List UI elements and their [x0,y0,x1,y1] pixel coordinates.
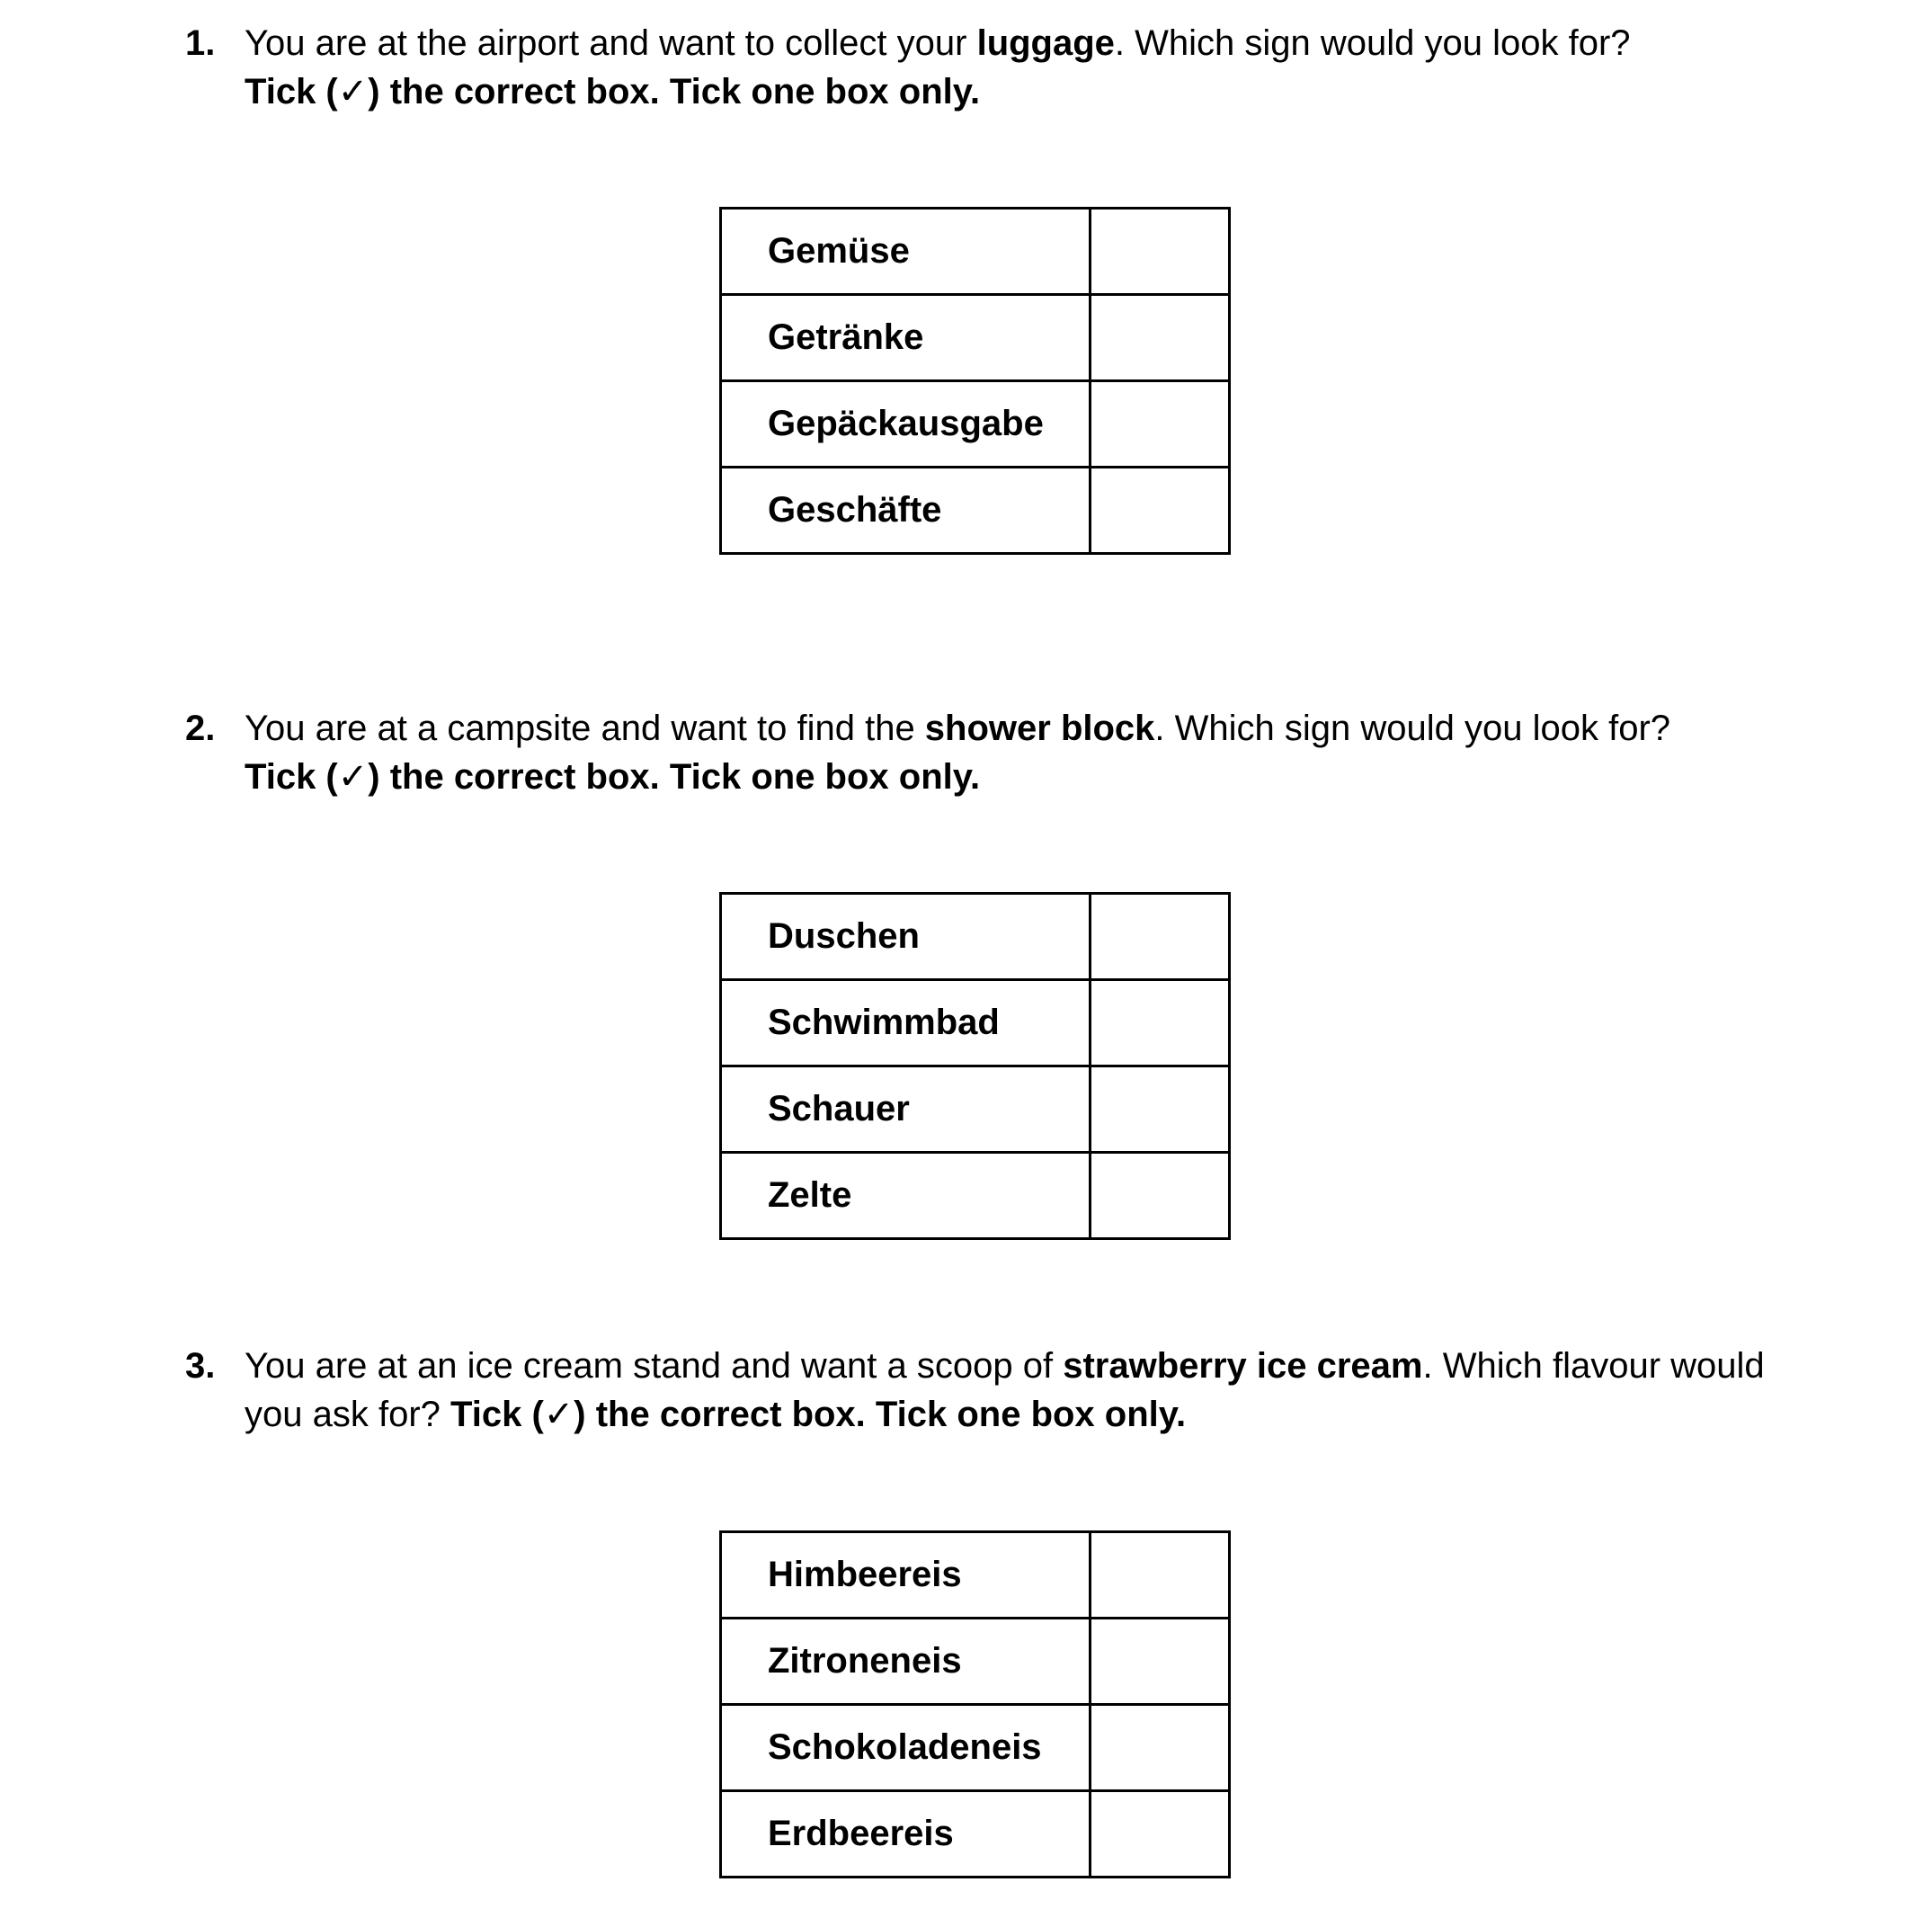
table-row [721,1066,1230,1153]
question-1-number: 1. [185,23,216,63]
option-label: Zitroneneis [721,1619,1091,1705]
question-3-number: 3. [185,1346,216,1386]
question-1-line-1 [185,19,1821,67]
tick-box[interactable] [1091,381,1230,468]
table-row [721,1791,1230,1878]
table-row [721,381,1230,468]
tick-box[interactable] [1091,1705,1230,1791]
tick-box[interactable] [1091,980,1230,1066]
question-2-prompt: You are at a campsite and want to find the shower block. Which sign would you look for? [245,709,1671,748]
question-1 [185,19,1821,116]
tick-box[interactable] [1091,209,1230,295]
question-2-options-table [719,892,1231,1240]
table-row [721,295,1230,381]
table-row [721,894,1230,980]
option-label: Geschäfte [721,468,1091,554]
option-label: Schauer [721,1066,1091,1153]
question-2 [185,704,1821,801]
table-row [721,209,1230,295]
tick-box[interactable] [1091,1791,1230,1878]
table-row [721,468,1230,554]
question-3-line-2 [185,1390,1821,1439]
option-label: Himbeereis [721,1532,1091,1619]
table-row [721,980,1230,1066]
tick-box[interactable] [1091,1619,1230,1705]
question-2-instruction: Tick (✓) the correct box. Tick one box only. [245,757,981,797]
option-label: Getränke [721,295,1091,381]
option-label: Schwimmbad [721,980,1091,1066]
table-row [721,1619,1230,1705]
question-3-prompt: You are at an ice cream stand and want a scoop of strawberry ice cream. Which flavour would [245,1346,1765,1386]
tick-box[interactable] [1091,1066,1230,1153]
option-label: Duschen [721,894,1091,980]
question-1-options-table [719,207,1231,555]
tick-box[interactable] [1091,1153,1230,1239]
question-2-keyword: shower block [924,709,1155,748]
option-label: Schokoladeneis [721,1705,1091,1791]
table-row [721,1153,1230,1239]
tick-box[interactable] [1091,295,1230,381]
option-label: Erdbeereis [721,1791,1091,1878]
tick-box[interactable] [1091,1532,1230,1619]
question-2-number: 2. [185,709,216,748]
question-1-prompt: You are at the airport and want to collect your luggage. Which sign would you look for? [245,23,1631,63]
tick-box[interactable] [1091,468,1230,554]
option-label: Gemüse [721,209,1091,295]
table-row [721,1532,1230,1619]
question-1-keyword: luggage [976,23,1115,63]
tick-box[interactable] [1091,894,1230,980]
question-3 [185,1342,1821,1439]
question-3-instruction: you ask for? Tick (✓) the correct box. Tick one box only. [245,1395,1187,1434]
question-2-line-2 [185,753,1821,801]
question-3-keyword: strawberry ice cream [1063,1346,1423,1386]
question-3-line-1 [185,1342,1821,1390]
table-row [721,1705,1230,1791]
question-3-options-table [719,1530,1231,1878]
question-2-line-1 [185,704,1821,753]
question-1-line-2 [185,67,1821,116]
option-label: Gepäckausgabe [721,381,1091,468]
option-label: Zelte [721,1153,1091,1239]
question-1-instruction: Tick (✓) the correct box. Tick one box only. [245,72,981,112]
